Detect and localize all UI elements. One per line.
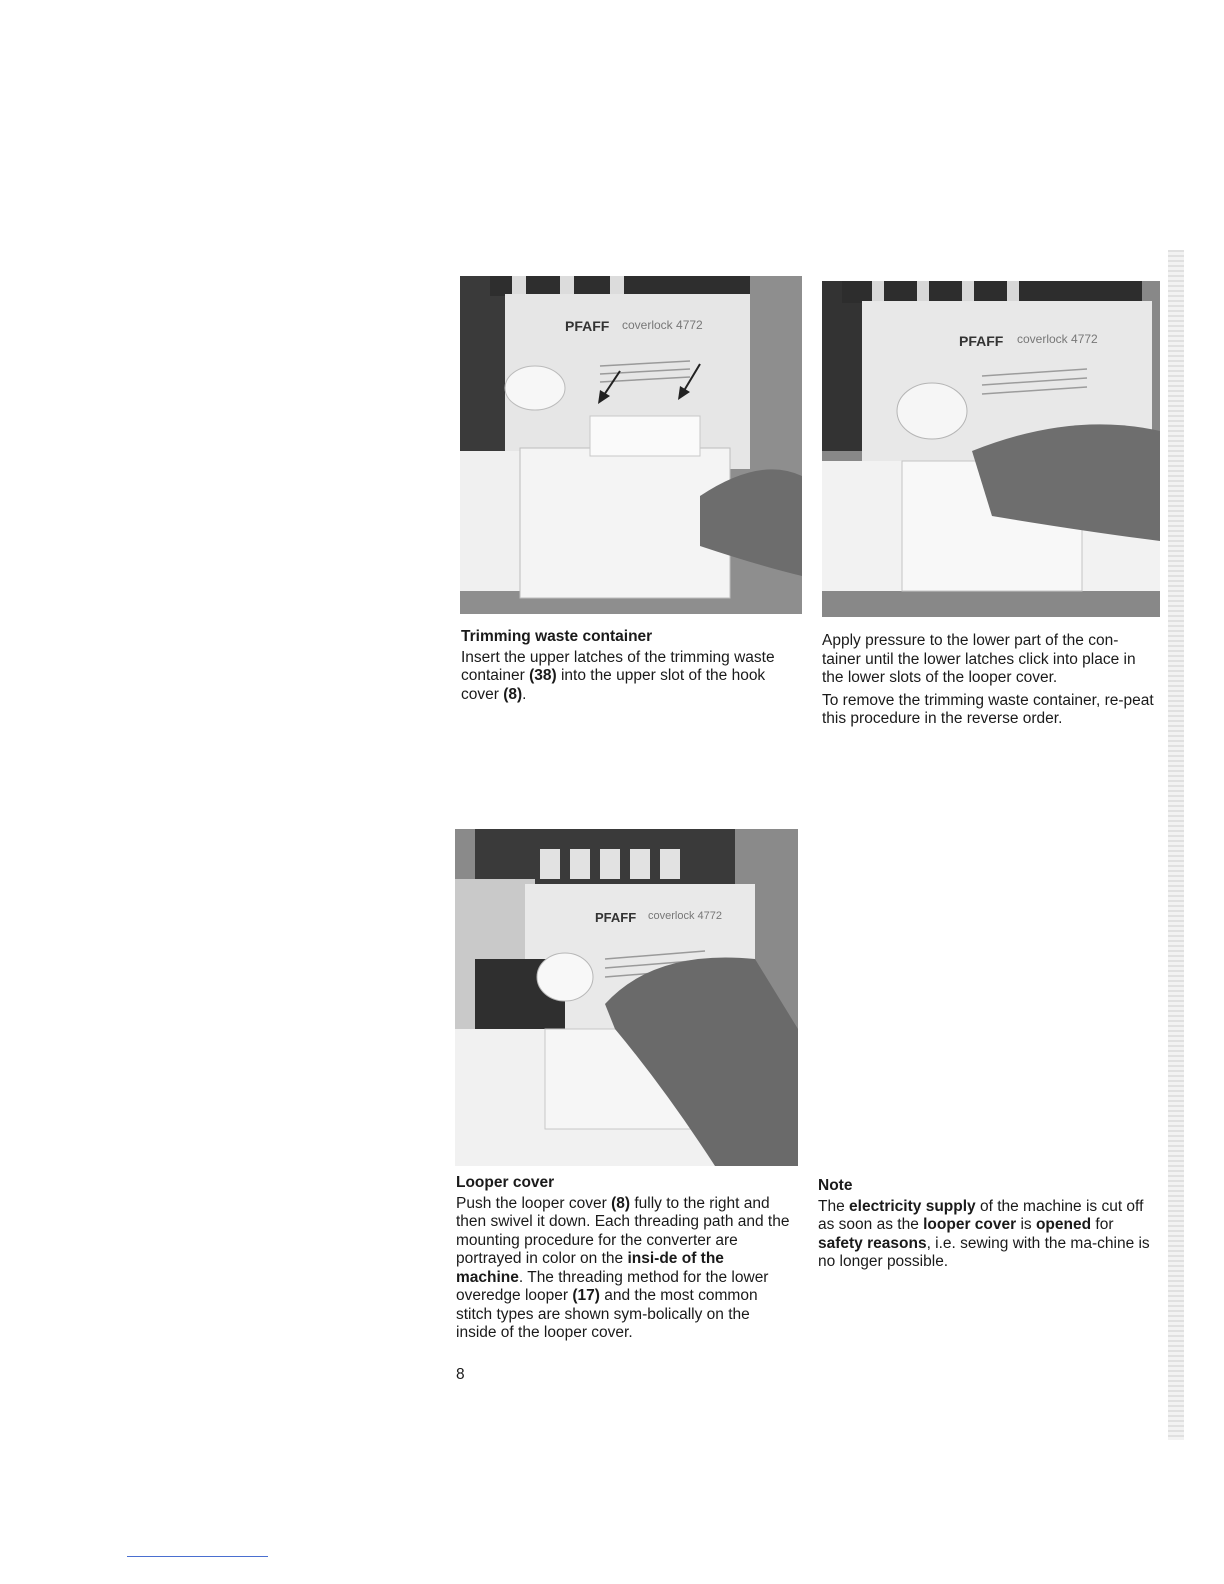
- photo-3-model: coverlock 4772: [648, 910, 722, 922]
- section-1-text-end: .: [522, 685, 527, 703]
- section-1-heading: Trimming waste container: [461, 628, 653, 645]
- photo-looper-cover: [455, 829, 798, 1166]
- photo-3-illustration: [455, 829, 798, 1166]
- section-2-paragraph-1: Apply pressure to the lower part of the con-tainer until the lower latches click into place in the lower slots of the looper cover.: [822, 632, 1136, 686]
- section-looper-cover: [456, 1174, 791, 1343]
- section-4-text-a: The: [818, 1197, 850, 1215]
- section-3-ref-17: (17): [572, 1287, 600, 1304]
- section-3-text-a: Push the looper cover: [456, 1194, 612, 1212]
- photo-2-illustration: [822, 281, 1160, 617]
- section-3-heading: Looper cover: [456, 1174, 555, 1191]
- section-1-ref-38: (38): [529, 667, 557, 684]
- section-3-text-d: and the most common stitch types are shown sym-bolically on the inside of the looper cover.: [456, 1287, 758, 1341]
- section-note: [818, 1177, 1153, 1272]
- photo-3-brand: PFAFF: [595, 910, 637, 925]
- section-press-container: [822, 632, 1157, 729]
- section-3-text-c: . The threading method for the lower overedge looper: [456, 1268, 769, 1304]
- photo-2-brand: PFAFF: [959, 333, 1004, 349]
- section-4-heading: Note: [818, 1177, 853, 1194]
- page-number: 8: [456, 1366, 465, 1383]
- section-trimming-waste-container: [461, 628, 791, 704]
- section-1-ref-8: (8): [503, 685, 523, 703]
- section-4-text-b: of the machine is cut off as soon as the: [818, 1197, 1144, 1233]
- section-3-text-b: fully to the right and then swivel it down. Each threading path and the mounting procedure for the converter are portrayed in color on the: [456, 1194, 790, 1267]
- photo-1-illustration: [460, 276, 802, 614]
- section-3-ref-8: (8): [611, 1194, 631, 1212]
- scan-edge-shading: [1168, 250, 1184, 1440]
- photo-1-brand: PFAFF: [565, 318, 610, 334]
- section-4-bold-electricity: electricity supply: [849, 1197, 976, 1215]
- section-3-bold-inside: insi-de of the machine: [456, 1250, 724, 1286]
- section-4-bold-looper-cover: looper cover: [923, 1216, 1017, 1233]
- section-4-text-e: , i.e. sewing with the ma-chine is no longer possible.: [818, 1234, 1150, 1270]
- section-4-text-c: is: [1016, 1216, 1036, 1233]
- photo-2-model: coverlock 4772: [1017, 332, 1098, 346]
- section-1-text-a: Insert the upper latches of the trimming waste container: [461, 648, 775, 684]
- photo-trimming-container-insert: [460, 276, 802, 614]
- section-4-bold-safety: safety reasons: [818, 1234, 927, 1252]
- footer-rule: [127, 1556, 268, 1557]
- photo-1-model: coverlock 4772: [622, 318, 703, 332]
- section-4-bold-opened: opened: [1035, 1216, 1092, 1233]
- section-2-paragraph-2: To remove the trimming waste container, re-peat this procedure in the reverse order.: [822, 691, 1154, 727]
- section-1-text: [461, 649, 791, 705]
- section-4-text-d: for: [1091, 1216, 1114, 1233]
- section-3-text: [456, 1195, 791, 1343]
- section-4-text: [818, 1198, 1153, 1272]
- photo-container-press-down: [822, 281, 1160, 617]
- section-1-text-b: into the upper slot of the hook cover: [461, 667, 766, 703]
